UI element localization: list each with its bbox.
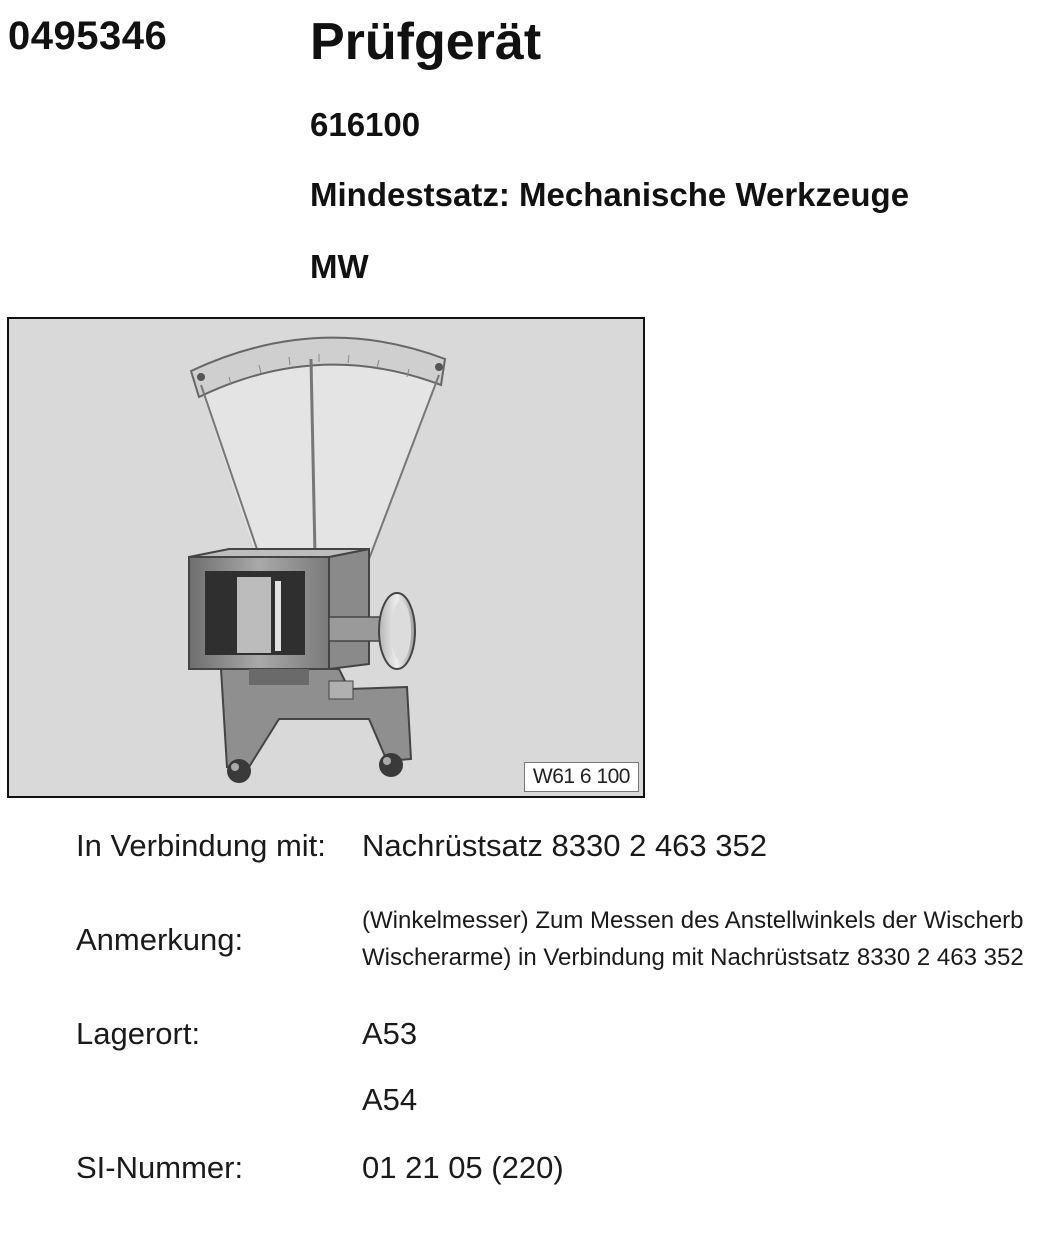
storage-value-2: A54 (362, 1082, 418, 1117)
si-number-value: 01 21 05 (220) (362, 1150, 564, 1185)
note-line-2: Wischerarme) in Verbindung mit Nachrüstsatz 8330 2 463 352 (362, 944, 1024, 971)
figure-label: W61 6 100 (524, 762, 639, 792)
connection-value: Nachrüstsatz 8330 2 463 352 (362, 828, 767, 863)
part-number: 0495346 (8, 14, 168, 58)
tool-code: 616100 (310, 106, 421, 143)
connection-label: In Verbindung mit: (76, 828, 326, 863)
note-value (362, 902, 1064, 976)
note-label: Anmerkung: (76, 922, 244, 957)
tool-set: Mindestsatz: Mechanische Werkzeuge (310, 176, 910, 213)
storage-label: Lagerort: (76, 1016, 201, 1051)
page-title: Prüfgerät (310, 13, 542, 71)
tool-category: MW (310, 248, 369, 285)
si-number-label: SI-Nummer: (76, 1150, 244, 1185)
angle-gauge-illustration (9, 319, 643, 796)
storage-value-1: A53 (362, 1016, 418, 1051)
note-line-1: (Winkelmesser) Zum Messen des Anstellwinkels der Wischerb (362, 907, 1024, 934)
tool-image (7, 317, 645, 798)
